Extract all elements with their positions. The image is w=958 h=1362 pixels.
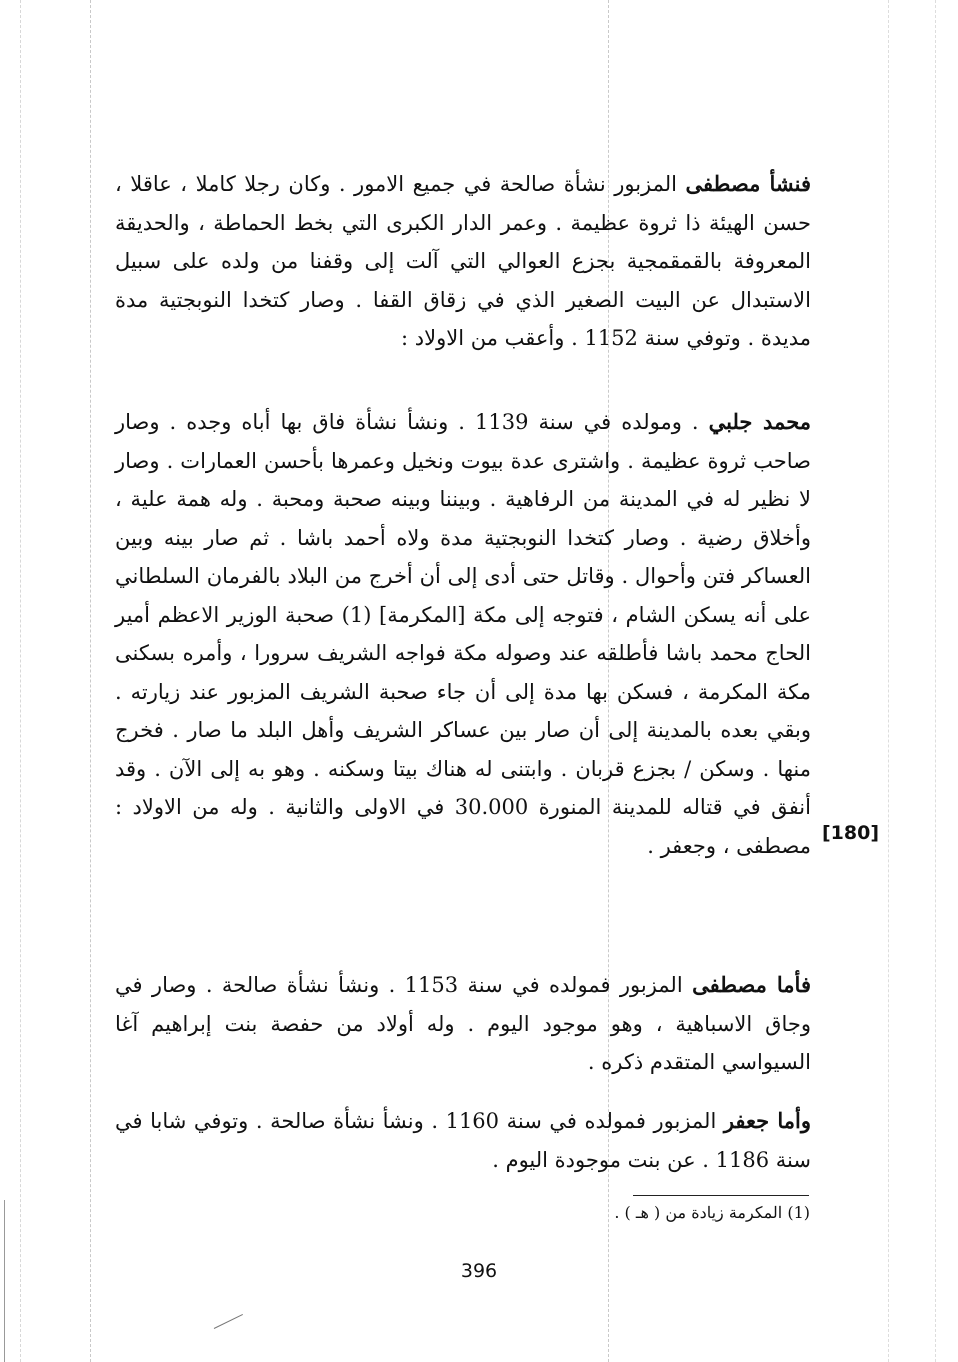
paragraph-lead: وأما جعفر: [723, 1108, 811, 1133]
margin-page-reference: [180]: [822, 822, 880, 844]
paragraph-mustafa-senior: [115, 165, 811, 358]
scan-line: [90, 0, 91, 1362]
paragraph-text: المزبور نشأة صالحة في جميع الامور . وكان رجلا كاملا ، عاقلا ، حسن الهيئة ذا ثروة عظيمة . وعمر الدار الكبرى التي بخط الحماطة ، والحديقة المعروفة بالقمقمجية بجزع العوالي التي آلت إلى وقفنا من ولده على سبيل الاستبدال عن البيت الصغير الذي في زقاق القفا . وصار كتخدا النوبجتية مدة مديدة . وتوفي سنة 1152 . وأعقب من الاولاد :: [115, 172, 811, 350]
scan-line: [888, 0, 889, 1362]
scan-line: [935, 0, 936, 1362]
footnote: (1) المكرمة زيادة من ( هـ ) .: [614, 1203, 810, 1222]
paragraph-lead: محمد جلبي: [708, 409, 812, 434]
paragraph-text: المزبور فمولده في سنة 1160 . ونشأ نشأة صالحة . وتوفي شابا في سنة 1186 . عن بنت موجودة اليوم .: [115, 1109, 811, 1172]
paragraph-lead: فنشأ مصطفى: [685, 171, 811, 196]
page-number: 396: [460, 1260, 498, 1282]
paragraph-text: . ومولده في سنة 1139 . ونشأ نشأة فاق بها أباه وجده . وصار صاحب ثروة عظيمة . واشترى عدة بيوت ونخيل وعمرها بأحسن العمارات . وصار لا نظير له في المدينة من الرفاهية . وبيننا وبينه صحبة ومحبة . وله همة علية ، وأخلاق رضية . وصار كتخدا النوبجتية مدة ولاه أحمد باشا . ثم صار بينه وبين العساكر فتن وأحوال . وقاتل حتى أدى إلى أن أخرج من البلاد بالفرمان السلطاني على أنه يسكن الشام ، فتوجه إلى مكة [المكرمة] (1) صحبة الوزير الاعظم أمير الحاج محمد باشا فأطلقه عند وصوله مكة فواجه الشريف سرورا ، وأمره بسكنى مكة المكرمة ، فسكن بها مدة إلى أن جاء صحبة الشريف المزبور عند زيارته . وبقي بعده بالمدينة إلى أن صار بين عساكر الشريف وأهل البلد ما صار . فخرج منها . وسكن / بجزع قربان . وابتنى له هناك بيتا وسكنه . وهو به إلى الآن . وقد أنفق في قتاله للمدينة المنورة 30.000 في الاولى والثانية . وله من الاولاد : مصطفى ، وجعفر .: [115, 410, 811, 858]
footnote-separator: [633, 1195, 809, 1196]
paragraph-mustafa: [115, 966, 811, 1082]
paragraph-text: المزبور فمولده في سنة 1153 . ونشأ نشأة صالحة . وصار في وجاق الاسباهية ، وهو موجود اليوم . وله أولاد من حفصة بنت إبراهيم آغا السيواسي المتقدم ذكره .: [115, 973, 811, 1074]
paragraph-jafar: [115, 1102, 811, 1179]
paragraph-muhammad-chelebi: [115, 403, 811, 865]
scan-line: [20, 0, 21, 1362]
stray-mark: [214, 1314, 243, 1329]
paragraph-lead: فأما مصطفى: [692, 972, 811, 997]
